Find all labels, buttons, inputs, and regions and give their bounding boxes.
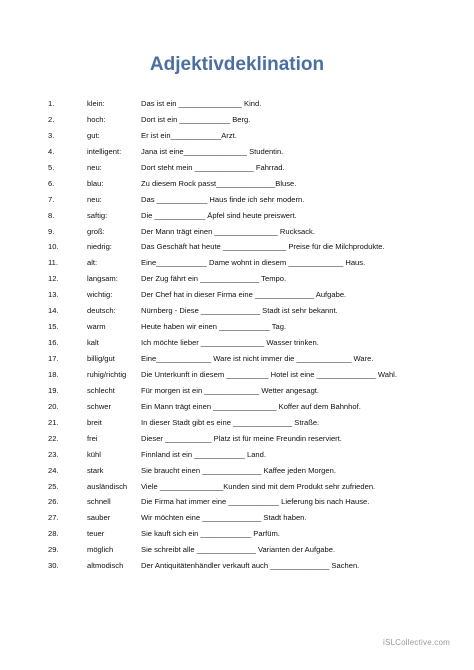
gap-sentence: Sie kauft sich ein ____________ Parfüm.	[141, 529, 280, 539]
exercise-row	[0, 271, 474, 287]
exercise-number: 9.	[48, 226, 55, 236]
gap-sentence: Der Chef hat in dieser Firma eine ______________ Aufgabe.	[141, 290, 347, 300]
exercise-number: 15.	[48, 322, 59, 332]
exercise-number: 1.	[48, 99, 55, 108]
exercise-row	[0, 447, 474, 463]
gap-sentence: Sie braucht einen ______________ Kaffee jeden Morgen.	[141, 465, 336, 475]
exercise-row	[0, 526, 474, 542]
gap-sentence: Der Antiquitätenhändler verkauft auch ______________ Sachen.	[141, 561, 360, 571]
adjective-cue: blau:	[87, 178, 104, 188]
exercise-row	[0, 367, 474, 383]
exercise-number: 2.	[48, 114, 55, 124]
exercise-number: 28.	[48, 529, 59, 539]
adjective-cue: neu:	[87, 162, 102, 172]
adjective-cue: ausländisch	[87, 481, 128, 491]
exercise-number: 20.	[48, 401, 59, 411]
gap-sentence: Eine_____________ Ware ist nicht immer die _____________ Ware.	[141, 354, 374, 363]
gap-sentence: Dort steht mein ______________ Fahrrad.	[141, 162, 285, 172]
exercise-row	[0, 224, 474, 240]
exercise-number: 13.	[48, 290, 59, 300]
gap-sentence: Die Firma hat immer eine ____________ Lieferung bis nach Hause.	[141, 497, 370, 507]
adjective-cue: niedrig:	[87, 242, 112, 252]
exercise-number: 25.	[48, 481, 59, 491]
gap-sentence: Für morgen ist ein _____________ Wetter angesagt.	[141, 385, 320, 395]
adjective-cue: sauber	[87, 513, 111, 523]
exercise-row	[0, 383, 474, 399]
gap-sentence: Das ____________ Haus finde ich sehr modern.	[141, 194, 305, 204]
exercise-list	[0, 96, 474, 574]
exercise-number: 30.	[48, 561, 59, 571]
exercise-number: 11.	[48, 258, 58, 268]
exercise-number: 6.	[48, 178, 55, 188]
gap-sentence: Das Geschäft hat heute _______________ Preise für die Milchprodukte.	[141, 242, 385, 252]
exercise-number: 8.	[48, 210, 55, 220]
exercise-number: 14.	[48, 306, 59, 316]
exercise-row	[0, 208, 474, 224]
watermark: iSLCollective.com	[383, 638, 450, 647]
exercise-row	[0, 176, 474, 192]
adjective-cue: breit	[87, 417, 102, 427]
adjective-cue: schnell	[87, 497, 111, 507]
adjective-cue: neu:	[87, 194, 102, 204]
page-title: Adjektivdeklination	[149, 54, 325, 75]
exercise-row	[0, 303, 474, 319]
exercise-row	[0, 160, 474, 176]
exercise-number: 12.	[48, 274, 59, 284]
adjective-cue: möglich	[87, 545, 114, 555]
gap-sentence: Eine____________ Dame wohnt in diesem _____________ Haus.	[141, 258, 366, 268]
gap-sentence: Der Mann trägt einen _______________ Rucksack.	[141, 226, 315, 236]
exercise-number: 4.	[48, 146, 55, 156]
exercise-number: 17.	[48, 354, 59, 363]
exercise-row	[0, 319, 474, 335]
adjective-cue: gut:	[87, 130, 100, 140]
adjective-cue: klein:	[87, 99, 105, 108]
adjective-cue: saftig:	[87, 210, 108, 220]
exercise-number: 29.	[48, 545, 59, 555]
gap-sentence: Heute haben wir einen ____________ Tag.	[141, 322, 287, 332]
gap-sentence: Sie schreibt alle ______________ Varianten der Aufgabe.	[141, 545, 336, 555]
exercise-row	[0, 510, 474, 526]
gap-sentence: Dort ist ein ____________ Berg.	[141, 114, 251, 124]
exercise-row	[0, 463, 474, 479]
adjective-cue: alt:	[87, 258, 98, 268]
adjective-cue: kalt	[87, 338, 99, 348]
adjective-cue: groß:	[87, 226, 105, 236]
exercise-number: 3.	[48, 130, 55, 140]
adjective-cue: stark	[87, 465, 104, 475]
exercise-row	[0, 239, 474, 255]
exercise-number: 5.	[48, 162, 55, 172]
exercise-row	[0, 431, 474, 447]
gap-sentence: Ein Mann trägt einen _______________ Koffer auf dem Bahnhof.	[141, 401, 361, 411]
exercise-row	[0, 287, 474, 303]
adjective-cue: ruhig/richtig	[87, 369, 127, 379]
adjective-cue: intelligent:	[87, 146, 122, 156]
gap-sentence: Nürnberg - Diese ______________ Stadt ist sehr bekannt.	[141, 306, 338, 316]
exercise-row	[0, 192, 474, 208]
exercise-row	[0, 96, 474, 112]
exercise-number: 18.	[48, 369, 59, 379]
gap-sentence: In dieser Stadt gibt es eine ______________ Straße.	[141, 417, 320, 427]
exercise-row	[0, 494, 474, 510]
exercise-number: 23.	[48, 449, 59, 459]
adjective-cue: schwer	[87, 401, 112, 411]
adjective-cue: kühl	[87, 449, 101, 459]
exercise-row	[0, 255, 474, 271]
gap-sentence: Dieser ___________ Platz ist für meine Freundin reserviert.	[141, 433, 342, 443]
exercise-row	[0, 415, 474, 431]
adjective-cue: warm	[87, 322, 106, 332]
exercise-row	[0, 128, 474, 144]
exercise-row	[0, 558, 474, 574]
gap-sentence: Finnland ist ein ____________ Land.	[141, 449, 266, 459]
exercise-number: 26.	[48, 497, 59, 507]
exercise-row	[0, 335, 474, 351]
exercise-number: 24.	[48, 465, 59, 475]
adjective-cue: altmodisch	[87, 561, 124, 571]
gap-sentence: Das ist ein _______________ Kind.	[141, 99, 262, 108]
exercise-row	[0, 399, 474, 415]
exercise-row	[0, 144, 474, 160]
adjective-cue: schlecht	[87, 385, 115, 395]
adjective-cue: teuer	[87, 529, 105, 539]
gap-sentence: Viele _______________Kunden sind mit dem Produkt sehr zufrieden.	[141, 481, 376, 491]
gap-sentence: Wir möchten eine ______________ Stadt haben.	[141, 513, 307, 523]
gap-sentence: Die ____________ Äpfel sind heute preiswert.	[141, 210, 297, 220]
adjective-cue: deutsch:	[87, 306, 116, 316]
adjective-cue: hoch:	[87, 114, 106, 124]
exercise-row	[0, 542, 474, 558]
exercise-number: 21.	[48, 417, 59, 427]
gap-sentence: Der Zug fährt ein ______________ Tempo.	[141, 274, 287, 284]
exercise-number: 27.	[48, 513, 59, 523]
gap-sentence: Zu diesem Rock passt______________Bluse.	[141, 178, 297, 188]
exercise-number: 16.	[48, 338, 59, 348]
gap-sentence: Er ist ein____________Arzt.	[141, 130, 237, 140]
exercise-row	[0, 351, 474, 367]
exercise-number: 7.	[48, 194, 55, 204]
adjective-cue: wichtig:	[87, 290, 113, 300]
gap-sentence: Jana ist eine_______________ Studentin.	[141, 146, 284, 156]
adjective-cue: langsam:	[87, 274, 118, 284]
gap-sentence: Ich möchte lieber _______________ Wasser trinken.	[141, 338, 319, 348]
adjective-cue: frei	[87, 433, 98, 443]
adjective-cue: billig/gut	[87, 354, 115, 363]
exercise-number: 10.	[48, 242, 59, 252]
exercise-number: 22.	[48, 433, 59, 443]
exercise-row	[0, 112, 474, 128]
gap-sentence: Die Unterkunft in diesem __________ Hotel ist eine ______________ Wahl.	[141, 369, 397, 379]
exercise-row	[0, 479, 474, 495]
exercise-number: 19.	[48, 385, 59, 395]
